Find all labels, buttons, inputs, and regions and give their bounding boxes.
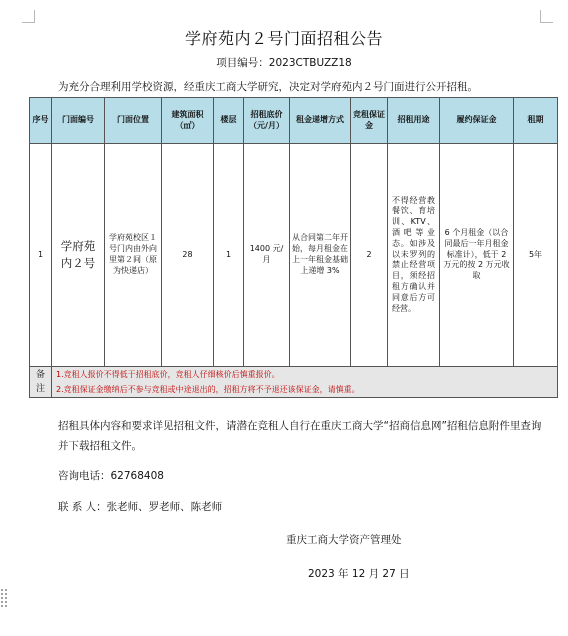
notes-cell [52, 367, 558, 398]
cell-area: 28 [162, 144, 214, 367]
cell-location: 学府苑校区１号门内由外向里第２间（原为快递店） [105, 144, 162, 367]
contact-phone: 咨询电话：62768408 [58, 470, 164, 482]
cell-increment: 从合同第二年开始，每月租金在上一年租金基础上递增 3% [290, 144, 351, 367]
header-floor: 楼层 [214, 98, 244, 144]
page-edge-dots [0, 588, 8, 608]
header-increment: 租金递增方式 [290, 98, 351, 144]
header-base-price: 招租底价（元/月） [244, 98, 290, 144]
header-unit-no: 门面编号 [52, 98, 105, 144]
issue-date: 2023 年 12 月 27 日 [308, 568, 410, 580]
table-row [30, 144, 558, 367]
cell-term: 5年 [514, 144, 558, 367]
header-term: 租期 [514, 98, 558, 144]
cell-unit-no [52, 144, 105, 367]
header-bid-deposit: 竞租保证金 [351, 98, 388, 144]
note-2: 2.竞租保证金缴纳后不参与竞租或中途退出的，招租方将不予退还该保证金，请慎重。 [56, 385, 360, 394]
contact-persons: 联 系 人：张老师、罗老师、陈老师 [58, 501, 223, 513]
header-location: 门面位置 [105, 98, 162, 144]
project-number: 项目编号：2023CTBUZZ18 [216, 57, 352, 69]
unit-no-line1: 学府苑 [60, 238, 96, 253]
lease-table [29, 97, 558, 398]
notes-label: 备注 [30, 367, 52, 398]
instructions-paragraph: 招租具体内容和要求详见招租文件，请潜在竞租人自行在重庆工商大学“招商信息网”招租信息附件里查询并下载招租文件。 [58, 420, 542, 452]
table-header-row [30, 98, 558, 144]
cell-usage: 不得经营教餐饮、育培训、KTV、酒吧等业态。如涉及以未罗列的禁止经营项目，须经招租方确认并同意后方可经营。 [388, 144, 440, 367]
notes-row [30, 367, 558, 398]
issuing-organization: 重庆工商大学资产管理处 [286, 534, 402, 546]
cell-perf-deposit: 6 个月租金（以合同最后一年月租金标准计），低于 2 万元的按 2 万元收取 [440, 144, 514, 367]
unit-no-line2: 内２号 [60, 256, 96, 270]
note-1: 1.竞租人报价不得低于招租底价，竞租人仔细核价后慎重报价。 [56, 370, 280, 379]
cell-base-price: 1400 元/月 [244, 144, 290, 367]
document-title: 学府苑内２号门面招租公告 [184, 29, 383, 48]
header-seq: 序号 [30, 98, 52, 144]
page-corner-mark-right [540, 10, 553, 23]
intro-paragraph: 为充分合理利用学校资源，经重庆工商大学研究，决定对学府苑内２号门面进行公开招租。 [58, 81, 478, 93]
cell-bid-deposit: 2 [351, 144, 388, 367]
header-usage: 招租用途 [388, 98, 440, 144]
header-perf-deposit: 履约保证金 [440, 98, 514, 144]
header-area: 建筑面积（㎡） [162, 98, 214, 144]
cell-floor: 1 [214, 144, 244, 367]
cell-seq: 1 [30, 144, 52, 367]
page-corner-mark-left [22, 10, 35, 23]
